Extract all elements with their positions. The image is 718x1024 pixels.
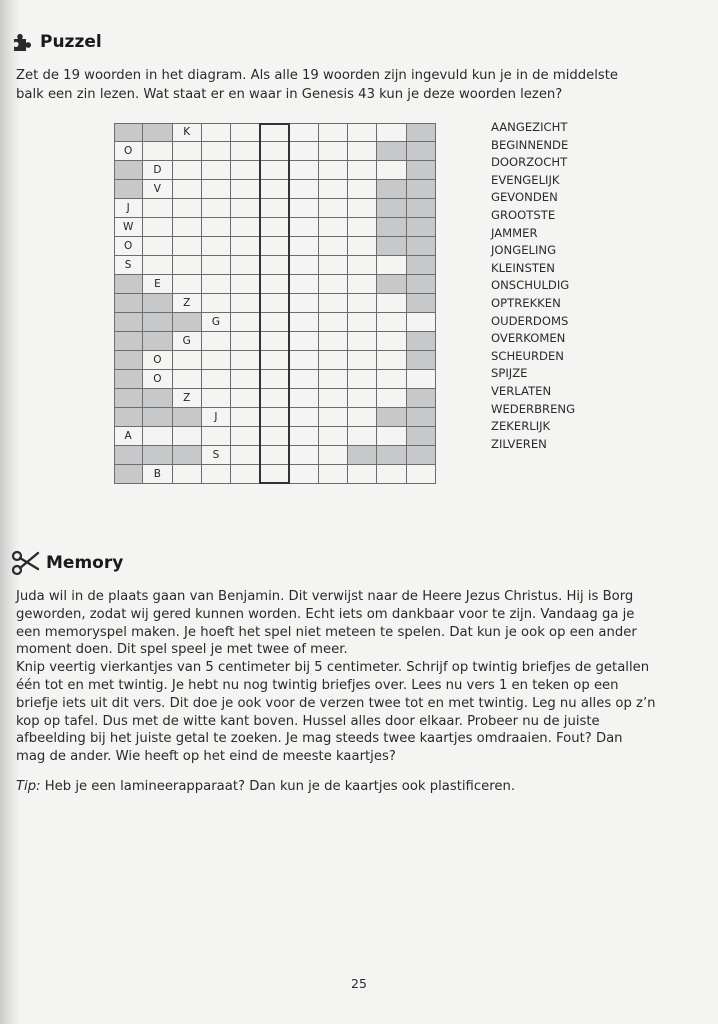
grid-cell: [377, 427, 406, 446]
grid-cell: [348, 256, 377, 275]
grid-cell: [231, 180, 260, 199]
grid-cell: [173, 237, 202, 256]
grid-cell: [319, 180, 348, 199]
grid-cell: [173, 256, 202, 275]
grid-cell: [290, 313, 319, 332]
puzzle-title: Puzzel: [40, 32, 102, 52]
grid-cell: [260, 161, 289, 180]
grid-cell: [348, 408, 377, 427]
word-list-item: ZEKERLIJK: [491, 419, 551, 434]
grid-cell: [319, 351, 348, 370]
grid-cell: [377, 218, 406, 237]
grid-cell: [260, 294, 289, 313]
grid-cell: O: [114, 142, 143, 161]
puzzle-instructions: Zet de 19 woorden in het diagram. Als alle 19 woorden zijn ingevuld kun je in de middelste balk een zin lezen. Wat staat er en waar in Genesis 43 kun je deze woorden lezen?: [16, 68, 619, 102]
grid-cell: [231, 256, 260, 275]
grid-cell: [231, 427, 260, 446]
grid-cell: [173, 313, 202, 332]
grid-cell: [260, 218, 289, 237]
word-list-item: VERLATEN: [491, 383, 552, 398]
grid-cell: [114, 351, 143, 370]
grid-cell: [290, 161, 319, 180]
puzzle-heading: [10, 30, 102, 54]
grid-cell: [348, 465, 377, 484]
grid-cell: [260, 389, 289, 408]
grid-cell: [202, 351, 231, 370]
grid-cell: O: [143, 351, 172, 370]
grid-cell: [231, 389, 260, 408]
grid-cell: [319, 408, 348, 427]
grid-cell: [114, 465, 143, 484]
memory-paragraph: Knip veertig vierkantjes van 5 centimeter bij 5 centimeter. Schrijf op twintig briefjes de getallen één tot en met twintig. Je hebt nu nog twintig briefjes over. Lees nu vers 1 en teken op een briefje iets uit dit vers. Dit doe je ook voor de verzen twee tot en met twintig. Leg nu alles op z’n kop op tafel. Dus met de witte kant boven. Hussel alles door elkaar. Probeer nu de juiste afbeelding bij het juiste getal te zoeken. Je mag steeds twee kaartjes omdraaien. Fout? Dan mag de ander. Wie heeft op het eind de meeste kaartjes?: [16, 660, 656, 765]
grid-cell: [377, 237, 406, 256]
grid-cell: [377, 389, 406, 408]
grid-cell: [143, 218, 172, 237]
grid-cell: [407, 427, 436, 446]
word-list-item: KLEINSTEN: [491, 260, 555, 275]
grid-cell: [173, 446, 202, 465]
word-list-item: DOORZOCHT: [491, 155, 568, 170]
grid-cell: [173, 180, 202, 199]
grid-cell: [319, 123, 348, 142]
grid-cell: [143, 142, 172, 161]
grid-cell: [143, 237, 172, 256]
grid-cell: [173, 427, 202, 446]
grid-cell: [202, 294, 231, 313]
grid-cell: [407, 123, 436, 142]
grid-cell: [348, 389, 377, 408]
grid-cell: [143, 313, 172, 332]
word-list-item: ONSCHULDIG: [491, 278, 570, 293]
grid-cell: [319, 389, 348, 408]
grid-cell: [348, 351, 377, 370]
grid-cell: [231, 465, 260, 484]
grid-cell: [377, 313, 406, 332]
grid-cell: S: [114, 256, 143, 275]
grid-cell: G: [202, 313, 231, 332]
grid-cell: [231, 294, 260, 313]
word-list-item: ZILVEREN: [491, 436, 547, 451]
grid-cell: [260, 332, 289, 351]
grid-cell: [319, 294, 348, 313]
grid-cell: O: [143, 370, 172, 389]
grid-cell: [114, 313, 143, 332]
grid-cell: [407, 161, 436, 180]
grid-cell: [231, 275, 260, 294]
grid-cell: [202, 161, 231, 180]
grid-cell: [348, 427, 377, 446]
grid-cell: [202, 218, 231, 237]
grid-cell: [407, 446, 436, 465]
grid-cell: [348, 275, 377, 294]
grid-cell: [202, 256, 231, 275]
grid-cell: [290, 332, 319, 351]
grid-cell: [202, 465, 231, 484]
grid-cell: [290, 351, 319, 370]
grid-cell: [407, 408, 436, 427]
grid-cell: [319, 275, 348, 294]
grid-cell: [260, 199, 289, 218]
grid-cell: [202, 370, 231, 389]
grid-cell: [377, 370, 406, 389]
grid-cell: [348, 218, 377, 237]
grid-cell: [290, 446, 319, 465]
grid-cell: V: [143, 180, 172, 199]
grid-cell: [377, 199, 406, 218]
grid-cell: [290, 370, 319, 389]
grid-cell: [260, 427, 289, 446]
grid-cell: [377, 142, 406, 161]
grid-cell: [260, 465, 289, 484]
grid-cell: [202, 199, 231, 218]
book-spine-shadow: [0, 0, 20, 1024]
memory-title: Memory: [46, 553, 124, 573]
grid-cell: [114, 446, 143, 465]
grid-cell: [260, 123, 289, 142]
grid-cell: [143, 294, 172, 313]
grid-cell: [202, 427, 231, 446]
grid-cell: [377, 275, 406, 294]
grid-cell: [202, 237, 231, 256]
grid-cell: [290, 180, 319, 199]
grid-cell: [407, 465, 436, 484]
word-list-item: BEGINNENDE: [491, 137, 569, 152]
grid-cell: [319, 256, 348, 275]
grid-cell: [319, 161, 348, 180]
scissors-icon: [10, 548, 40, 578]
word-list: [491, 119, 575, 453]
grid-cell: [202, 180, 231, 199]
grid-cell: [231, 446, 260, 465]
grid-cell: [319, 313, 348, 332]
grid-cell: [143, 332, 172, 351]
grid-cell: [348, 332, 377, 351]
grid-cell: [260, 351, 289, 370]
grid-cell: [231, 123, 260, 142]
grid-cell: [377, 408, 406, 427]
grid-cell: [231, 161, 260, 180]
tip: [16, 778, 656, 796]
grid-cell: [407, 218, 436, 237]
grid-cell: [260, 237, 289, 256]
word-list-item: OPTREKKEN: [491, 295, 561, 310]
grid-cell: [290, 123, 319, 142]
grid-cell: [260, 313, 289, 332]
grid-cell: [114, 123, 143, 142]
grid-cell: [290, 218, 319, 237]
grid-cell: O: [114, 237, 143, 256]
word-list-item: JONGELING: [491, 243, 557, 258]
grid-cell: [290, 275, 319, 294]
grid-cell: [260, 256, 289, 275]
grid-cell: [377, 465, 406, 484]
grid-cell: [231, 332, 260, 351]
grid-cell: [290, 256, 319, 275]
grid-cell: [290, 237, 319, 256]
grid-cell: [348, 142, 377, 161]
grid-cell: [114, 389, 143, 408]
grid-cell: A: [114, 427, 143, 446]
puzzle-piece-icon: [10, 30, 34, 54]
grid-cell: K: [173, 123, 202, 142]
word-list-item: AANGEZICHT: [491, 120, 568, 134]
grid-cell: [290, 294, 319, 313]
grid-cell: [348, 123, 377, 142]
grid-cell: [319, 142, 348, 161]
word-list-item: GEVONDEN: [491, 190, 558, 205]
grid-cell: [173, 370, 202, 389]
grid-cell: D: [143, 161, 172, 180]
grid-cell: [319, 370, 348, 389]
grid-cell: [407, 313, 436, 332]
grid-cell: [319, 332, 348, 351]
grid-cell: [173, 199, 202, 218]
grid-cell: [407, 351, 436, 370]
grid-cell: [348, 294, 377, 313]
grid-cell: [319, 237, 348, 256]
grid-cell: [114, 370, 143, 389]
word-list-item: EVENGELIJK: [491, 172, 560, 187]
grid-cell: [143, 408, 172, 427]
grid-cell: [231, 199, 260, 218]
word-list-item: WEDERBRENG: [491, 401, 576, 416]
grid-cell: [319, 465, 348, 484]
grid-cell: [348, 370, 377, 389]
grid-cell: [173, 161, 202, 180]
grid-cell: [290, 389, 319, 408]
grid-cell: [202, 123, 231, 142]
grid-cell: [377, 256, 406, 275]
grid-cell: [407, 389, 436, 408]
grid-cell: [290, 142, 319, 161]
grid-cell: [319, 199, 348, 218]
grid-cell: [260, 446, 289, 465]
grid-cell: S: [202, 446, 231, 465]
grid-cell: [407, 199, 436, 218]
grid-cell: [377, 294, 406, 313]
word-list-item: GROOTSTE: [491, 207, 556, 222]
grid-cell: [290, 465, 319, 484]
grid-cell: [290, 408, 319, 427]
crossword-grid: [114, 123, 436, 484]
grid-cell: [114, 275, 143, 294]
word-list-item: OVERKOMEN: [491, 331, 566, 346]
grid-cell: [377, 351, 406, 370]
grid-cell: [173, 142, 202, 161]
grid-cell: Z: [173, 389, 202, 408]
grid-cell: [407, 275, 436, 294]
grid-cell: [231, 218, 260, 237]
grid-cell: [377, 123, 406, 142]
word-list-item: SPIJZE: [491, 366, 528, 381]
grid-cell: G: [173, 332, 202, 351]
grid-cell: J: [114, 199, 143, 218]
grid-cell: [143, 427, 172, 446]
grid-cell: [319, 446, 348, 465]
grid-cell: [143, 389, 172, 408]
grid-cell: [173, 351, 202, 370]
grid-cell: [377, 161, 406, 180]
grid-cell: [260, 370, 289, 389]
grid-cell: [143, 446, 172, 465]
grid-cell: [407, 237, 436, 256]
grid-cell: W: [114, 218, 143, 237]
grid-cell: [231, 370, 260, 389]
word-list-item: JAMMER: [491, 225, 538, 240]
grid-cell: [407, 142, 436, 161]
grid-cell: [319, 218, 348, 237]
grid-cell: [231, 142, 260, 161]
grid-cell: [202, 275, 231, 294]
grid-cell: [260, 408, 289, 427]
grid-cell: [407, 294, 436, 313]
grid-cell: [231, 237, 260, 256]
grid-cell: [114, 408, 143, 427]
grid-cell: [348, 161, 377, 180]
grid-cell: B: [143, 465, 172, 484]
grid-cell: [173, 218, 202, 237]
grid-cell: [377, 332, 406, 351]
grid-cell: [348, 180, 377, 199]
grid-cell: [260, 142, 289, 161]
grid-cell: [348, 199, 377, 218]
tip-label: Tip:: [16, 779, 41, 794]
grid-cell: [290, 199, 319, 218]
grid-cell: [377, 180, 406, 199]
grid-cell: E: [143, 275, 172, 294]
grid-cell: [114, 161, 143, 180]
grid-cell: [173, 465, 202, 484]
grid-cell: [114, 294, 143, 313]
grid-cell: [114, 332, 143, 351]
grid-cell: [260, 275, 289, 294]
grid-cell: [348, 237, 377, 256]
grid-cell: [407, 256, 436, 275]
grid-cell: [114, 180, 143, 199]
grid-cell: [290, 427, 319, 446]
grid-cell: [231, 408, 260, 427]
grid-cell: Z: [173, 294, 202, 313]
grid-cell: [231, 313, 260, 332]
grid-cell: [173, 408, 202, 427]
grid-cell: [407, 370, 436, 389]
grid-cell: [260, 180, 289, 199]
grid-cell: [143, 123, 172, 142]
word-list-item: OUDERDOMS: [491, 313, 569, 328]
grid-cell: [348, 313, 377, 332]
grid-cell: [202, 389, 231, 408]
memory-body: [16, 588, 656, 766]
tip-text: Heb je een lamineerapparaat? Dan kun je de kaartjes ook plastificeren.: [44, 779, 516, 794]
memory-heading: [10, 548, 123, 578]
grid-cell: [173, 275, 202, 294]
grid-cell: [377, 446, 406, 465]
grid-cell: [143, 199, 172, 218]
page-number: 25: [351, 976, 367, 991]
word-list-item: SCHEURDEN: [491, 348, 564, 363]
grid-cell: [319, 427, 348, 446]
grid-cell: [348, 446, 377, 465]
grid-cell: J: [202, 408, 231, 427]
grid-cell: [143, 256, 172, 275]
grid-cell: [202, 332, 231, 351]
grid-cell: [231, 351, 260, 370]
grid-cell: [407, 180, 436, 199]
memory-paragraph: Juda wil in de plaats gaan van Benjamin. Dit verwijst naar de Heere Jezus Christus. Hij is Borg geworden, zodat wij gered kunnen worden. Echt iets om dankbaar voor te zijn. Vandaag ga je een memoryspel maken. Je hoeft het spel niet meteen te spelen. Dat kun je ook op een ander moment doen. Dit spel speel je met twee of meer.: [16, 589, 637, 658]
grid-cell: [407, 332, 436, 351]
grid-cell: [202, 142, 231, 161]
